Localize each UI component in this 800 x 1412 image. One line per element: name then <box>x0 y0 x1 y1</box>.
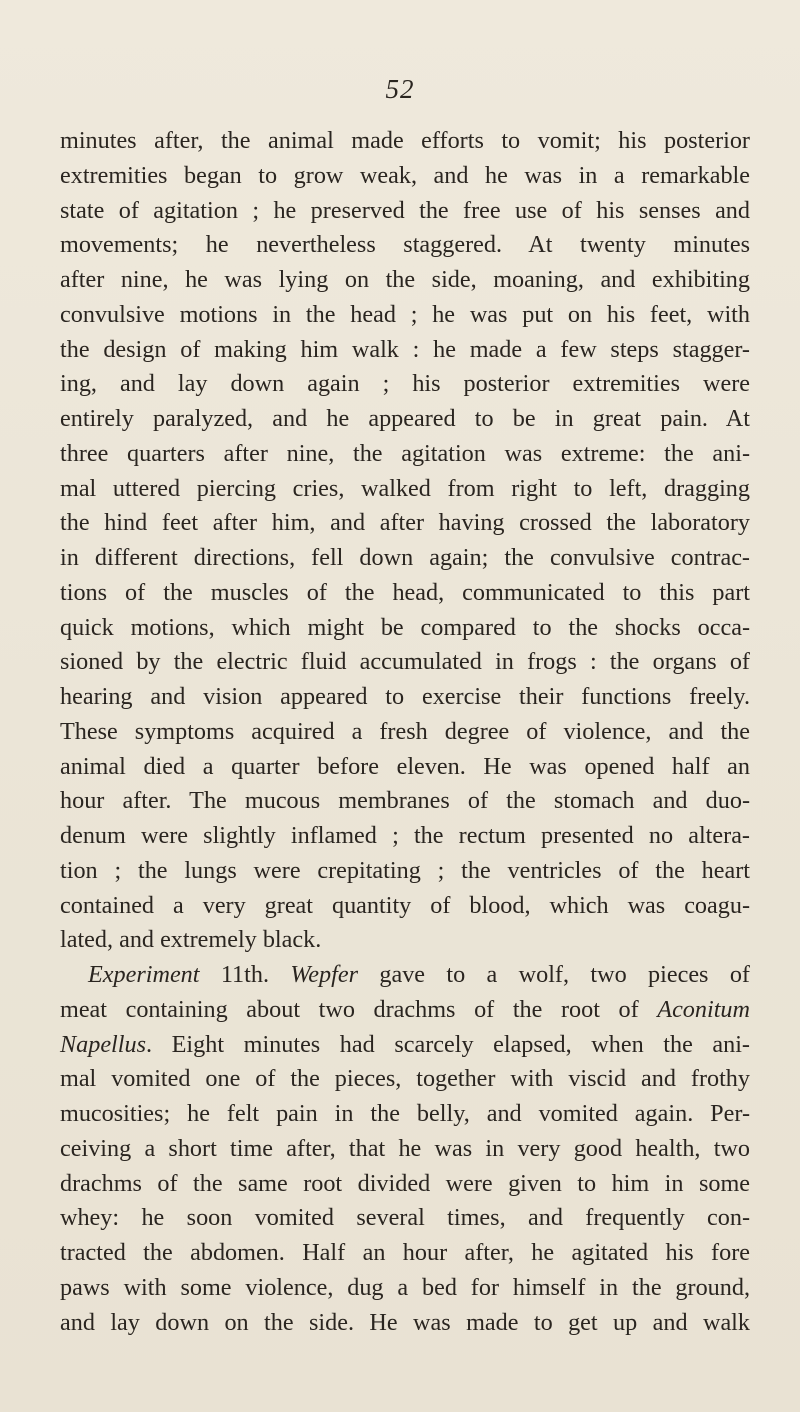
text-run: lated, and extremely black. <box>60 926 322 954</box>
text-line <box>60 645 750 680</box>
text-line <box>60 750 750 785</box>
text-run: the design of making him walk : he made a few steps stagger- <box>60 335 750 363</box>
text-run: in different directions, fell down again; the convulsive contrac- <box>60 544 750 571</box>
text-line <box>60 923 750 958</box>
text-run: mal uttered piercing cries, walked from right to left, dragging <box>60 474 750 502</box>
italic-text: Aconitum <box>657 995 750 1023</box>
text-line <box>60 333 750 368</box>
text-line <box>60 576 750 611</box>
text-run: state of agitation ; he preserved the free use of his senses and <box>60 196 750 224</box>
text-line <box>60 263 750 298</box>
text-line <box>60 159 750 194</box>
text-line <box>60 1062 750 1097</box>
text-run: the hind feet after him, and after having crossed the laboratory <box>60 509 750 537</box>
text-run: paws with some violence, dug a bed for himself in the ground, <box>60 1273 750 1301</box>
text-line <box>60 1097 750 1132</box>
text-line <box>60 298 750 333</box>
text-run: whey: he soon vomited several times, and frequently con- <box>60 1204 750 1232</box>
text-line <box>60 1132 750 1167</box>
text-run: tracted the abdomen. Half an hour after, he agitated his fore <box>60 1239 750 1266</box>
text-line <box>60 472 750 507</box>
text-run: entirely paralyzed, and he appeared to be in great pain. At <box>60 405 750 432</box>
text-line <box>60 506 750 541</box>
text-line <box>60 124 750 159</box>
text-run: extremities began to grow weak, and he was in a remarkable <box>60 161 750 189</box>
italic-text: Experiment <box>88 961 200 988</box>
text-run: drachms of the same root divided were given to him in some <box>60 1169 750 1197</box>
italic-text: Wepfer <box>290 961 358 988</box>
text-run: denum were slightly inflamed ; the rectum presented no altera- <box>60 822 750 849</box>
text-run: sioned by the electric fluid accumulated in frogs : the organs of <box>60 648 750 676</box>
text-run: ing, and lay down again ; his posterior extremities were <box>60 370 750 398</box>
text-run: 11th. <box>199 961 291 988</box>
text-line <box>60 1028 750 1063</box>
text-run: convulsive motions in the head ; he was put on his feet, with <box>60 300 750 328</box>
text-run: contained a very great quantity of blood, which was coagu- <box>60 891 750 919</box>
text-line <box>60 402 750 437</box>
text-line <box>60 715 750 750</box>
text-line <box>60 1201 750 1236</box>
text-line <box>60 437 750 472</box>
text-line <box>60 819 750 854</box>
text-line <box>60 958 750 993</box>
text-line <box>60 1306 750 1341</box>
text-line <box>60 680 750 715</box>
text-run: movements; he nevertheless staggered. At twenty minutes <box>60 231 750 259</box>
text-run: gave to a wolf, two pieces of <box>358 961 750 988</box>
text-run: three quarters after nine, the agitation was extreme: the ani- <box>60 439 750 467</box>
text-run: mal vomited one of the pieces, together with viscid and frothy <box>60 1065 750 1093</box>
text-line <box>60 541 750 576</box>
text-run: animal died a quarter before eleven. He was opened half an <box>60 752 750 780</box>
text-run: . Eight minutes had scarcely elapsed, when the ani- <box>146 1030 750 1058</box>
text-run: and lay down on the side. He was made to get up and walk <box>60 1308 750 1336</box>
text-line <box>60 1271 750 1306</box>
body-text <box>60 124 750 1340</box>
text-line <box>60 854 750 889</box>
text-line <box>60 228 750 263</box>
text-run: These symptoms acquired a fresh degree of violence, and the <box>60 717 750 745</box>
text-run: minutes after, the animal made efforts to vomit; his posterior <box>60 127 750 154</box>
text-run: meat containing about two drachms of the root of <box>60 995 658 1023</box>
text-run: tions of the muscles of the head, communicated to this part <box>60 578 750 606</box>
text-line <box>60 1167 750 1202</box>
text-run: quick motions, which might be compared to the shocks occa- <box>60 613 750 641</box>
text-run: mucosities; he felt pain in the belly, and vomited again. Per- <box>60 1100 750 1127</box>
text-run: hearing and vision appeared to exercise their functions freely. <box>60 683 750 710</box>
text-line <box>60 993 750 1028</box>
italic-text: Napellus <box>60 1030 147 1058</box>
text-run: ceiving a short time after, that he was in very good health, two <box>60 1134 750 1162</box>
text-run: after nine, he was lying on the side, moaning, and exhibiting <box>60 266 750 293</box>
text-run: tion ; the lungs were crepitating ; the ventricles of the heart <box>60 856 750 884</box>
text-line <box>60 367 750 402</box>
text-run: hour after. The mucous membranes of the stomach and duo- <box>60 787 750 815</box>
text-line <box>60 889 750 924</box>
text-line <box>60 1236 750 1271</box>
text-line <box>60 611 750 646</box>
text-line <box>60 784 750 819</box>
text-line <box>60 194 750 229</box>
page-number: 52 <box>385 74 415 104</box>
